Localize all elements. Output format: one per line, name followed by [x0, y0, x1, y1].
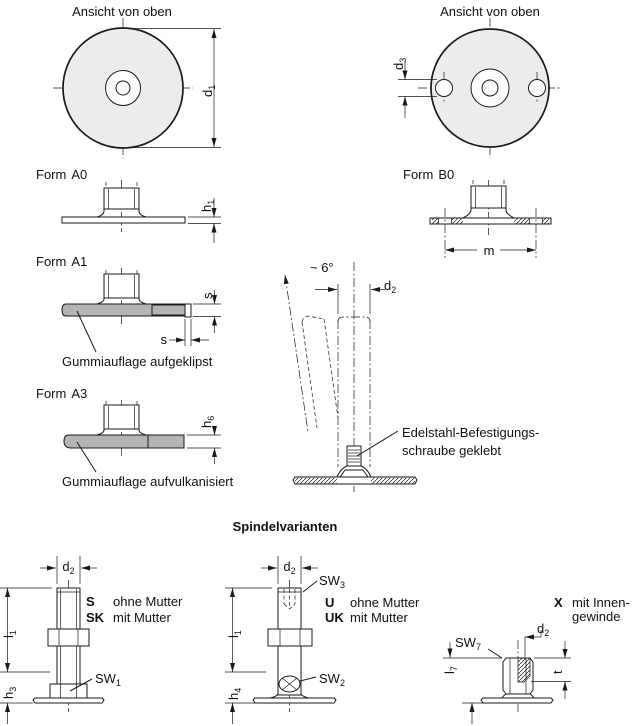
- foot-plate: [481, 698, 553, 703]
- view-title: Ansicht von oben: [72, 4, 172, 19]
- tilt-angle-view: [284, 260, 540, 492]
- legend-u: [325, 595, 420, 625]
- form-a0-label: Form A0: [36, 167, 88, 182]
- mount-hole-right: [529, 80, 546, 97]
- base-plate-section: [430, 218, 551, 224]
- dimension-s-vertical: [193, 290, 221, 333]
- dimension-d2: [525, 621, 549, 657]
- note-line1: Edelstahl-Befestigungs-: [402, 425, 540, 440]
- foot-boss: [337, 466, 371, 477]
- dimension-m: [445, 208, 536, 258]
- dim-h4-label: $h_4$: [226, 687, 243, 700]
- form-a1-view: [36, 254, 221, 369]
- dim-s-vertical-label: s: [200, 292, 215, 299]
- metal-plate: [62, 304, 185, 316]
- legend-code: U: [325, 595, 335, 610]
- spindle-variant-u: [225, 556, 420, 724]
- dimension-sw7: [455, 635, 502, 658]
- legend-desc: mit Mutter: [113, 610, 171, 625]
- dim-h3-label: $h_3$: [1, 686, 18, 699]
- dim-sw7-label: $SW_7$: [455, 635, 481, 652]
- legend-x: [554, 595, 630, 624]
- legend-code: UK: [325, 610, 344, 625]
- dim-t-label: t: [550, 670, 565, 674]
- boss-body: [104, 274, 139, 298]
- dim-l1-label: $l_1$: [1, 630, 18, 638]
- form-a3-view: [36, 386, 234, 489]
- legend-s: [86, 594, 183, 625]
- legend-code: S: [86, 594, 95, 609]
- dim-d3-label: $d_3$: [391, 57, 408, 70]
- dimension-h1: [188, 198, 221, 243]
- top-view-with-holes: [391, 4, 562, 158]
- dimension-l1: [0, 588, 52, 672]
- leader-line: [357, 431, 398, 456]
- dim-l1-label: $l_1$: [226, 630, 243, 638]
- dimension-d2: [261, 556, 318, 584]
- leader-line: [488, 649, 502, 658]
- spindle-variant-x: [442, 595, 630, 724]
- dim-sw1-label: $SW_1$: [95, 671, 121, 688]
- hex-socket-bottom: [279, 676, 300, 692]
- angle-label: ~ 6°: [310, 260, 334, 275]
- center-hole: [116, 81, 130, 95]
- dimension-l7: [442, 642, 483, 724]
- legend-desc: ohne Mutter: [350, 595, 420, 610]
- legend-desc: gewinde: [572, 609, 621, 624]
- boss-body: [471, 186, 506, 208]
- dimension-h4: [225, 688, 258, 724]
- form-b0-view: [403, 167, 551, 258]
- boss-body: [104, 188, 139, 209]
- form-a3-caption: Gummiauflage aufvulkanisiert: [62, 474, 234, 489]
- dimension-t: [550, 641, 568, 699]
- leader-line: [300, 677, 316, 681]
- top-view-plain: [53, 4, 221, 158]
- dimension-angle-6deg: [310, 260, 337, 292]
- dim-d2-label: $d_2$: [384, 278, 397, 295]
- dim-l7-label: $l_7$: [442, 666, 459, 674]
- boss-body: [104, 405, 139, 429]
- form-a3-label: Form A3: [36, 386, 88, 401]
- dimension-s-horizontal: [161, 319, 210, 347]
- note-line2: schraube geklebt: [402, 443, 502, 458]
- dim-d2-label: $d_2$: [537, 621, 550, 638]
- metal-plate: [64, 435, 184, 448]
- dim-d1-label: $d_1$: [200, 84, 217, 97]
- form-a1-caption: Gummiauflage aufgeklipst: [62, 354, 213, 369]
- legend-desc: mit Mutter: [350, 610, 408, 625]
- dimension-d2-tilt: [338, 278, 396, 314]
- hex-nut: [48, 629, 89, 646]
- spindle-section-heading: Spindelvarianten: [232, 519, 338, 534]
- form-a1-label: Form A1: [36, 254, 88, 269]
- dim-sw2-label: $SW_2$: [319, 671, 345, 688]
- legend-desc: ohne Mutter: [113, 594, 183, 609]
- dim-m-label: m: [483, 243, 495, 258]
- center-hole: [482, 80, 498, 96]
- dim-d2-label: $d_2$: [62, 559, 75, 576]
- foot-plate: [33, 698, 104, 703]
- form-a0-view: [36, 167, 221, 243]
- hex-base-nut: [50, 684, 87, 698]
- mount-hole-left: [436, 80, 453, 97]
- dim-s-horizontal-label: s: [160, 332, 167, 347]
- dim-h6-label: $h_6$: [199, 415, 216, 428]
- rubber-clip-lip: [185, 304, 191, 317]
- dimension-h6: [187, 416, 221, 464]
- dimension-h3: [0, 687, 33, 724]
- view-title: Ansicht von oben: [440, 4, 540, 19]
- foot-plate: [253, 698, 336, 703]
- hex-nut: [268, 629, 312, 646]
- dim-d2-label: $d_2$: [283, 559, 296, 576]
- leader-line: [77, 311, 96, 352]
- dimension-l1: [225, 588, 272, 672]
- form-b0-label: Form B0: [403, 167, 455, 182]
- spindle-variant-s: [0, 556, 183, 724]
- legend-code: SK: [86, 610, 105, 625]
- dim-h1-label: $h_1$: [199, 199, 216, 212]
- leader-line: [303, 581, 317, 592]
- fastening-screw: [347, 446, 361, 466]
- foot-boss: [502, 694, 534, 698]
- legend-code: X: [554, 595, 563, 610]
- legend-desc: mit Innen-: [572, 595, 630, 610]
- dim-sw3-label: $SW_3$: [319, 573, 345, 590]
- dimension-d2: [40, 556, 97, 584]
- base-plate-side: [62, 217, 185, 223]
